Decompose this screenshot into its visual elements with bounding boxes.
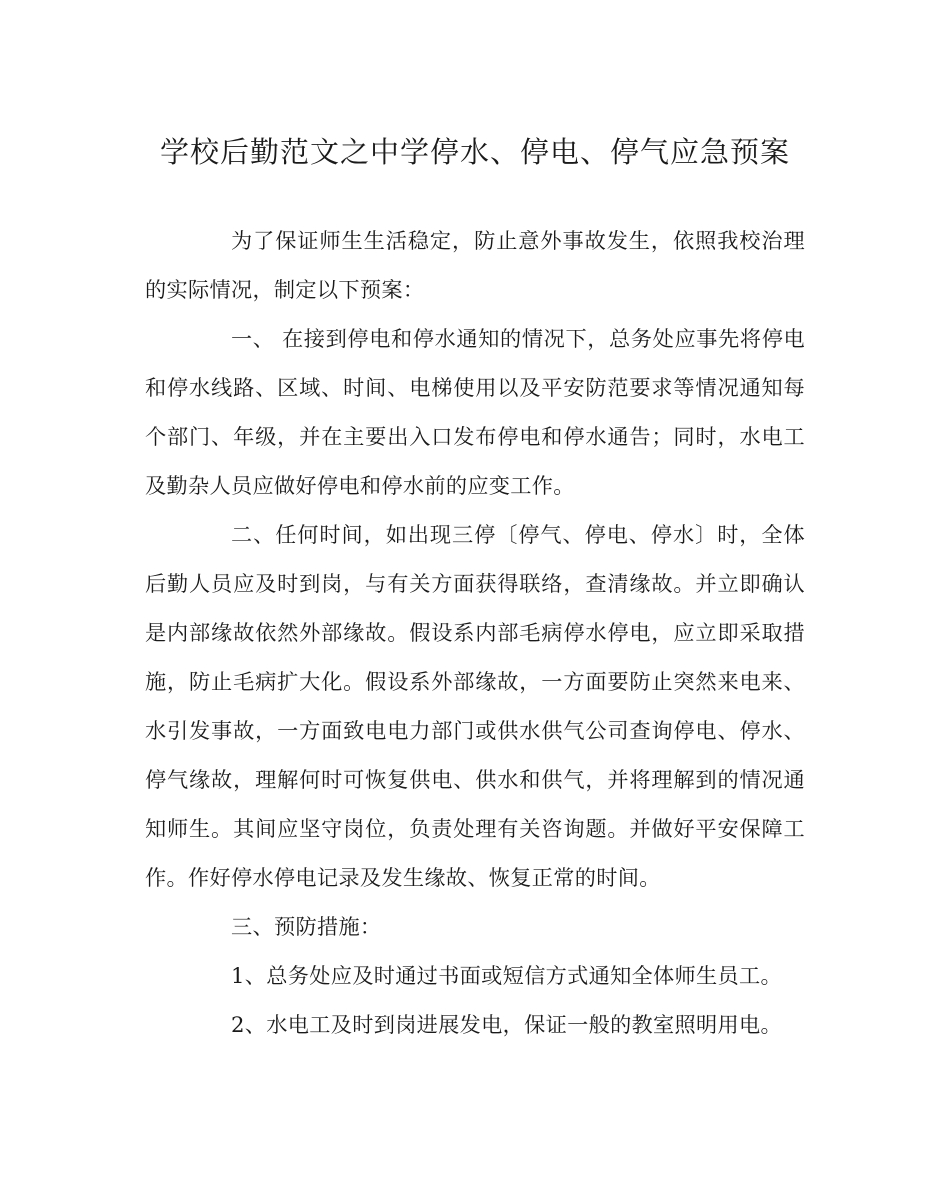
paragraph-measure-2: 2、水电工及时到岗进展发电，保证一般的教室照明用电。 (231, 1012, 782, 1037)
paragraph-section-1: 一、 在接到停电和停水通知的情况下，总务处应事先将停电和停水线路、区域、时间、电梯使用以及平安防范要求等情况通知每个部门、年级，并在主要出入口发布停电和停水通告；同时，水电工及勤杂人员应做好停电和停水前的应变工作。 (145, 326, 805, 498)
paragraph-intro: 为了保证师生生活稳定，防止意外事故发生，依照我校治理的实际情况，制定以下预案： (145, 228, 805, 302)
paragraph-measure-1: 1、总务处应及时通过书面或短信方式通知全体师生员工。 (231, 963, 782, 988)
document-title: 学校后勤范文之中学停水、停电、停气应急预案 (159, 135, 790, 169)
paragraph-section-2: 二、任何时间，如出现三停〔停气、停电、停水〕时，全体后勤人员应及时到岗，与有关方面获得联络，查清缘故。并立即确认是内部缘故依然外部缘故。假设系内部毛病停水停电，应立即采取措施，防止毛病扩大化。假设系外部缘故，一方面要防止突然来电来、水引发事故，一方面致电电力部门或供水供气公司查询停电、停水、停气缘故，理解何时可恢复供电、供水和供气，并将理解到的情况通知师生。其间应坚守岗位，负责处理有关咨询题。并做好平安保障工作。作好停水停电记录及发生缘故、恢复正常的时间。 (145, 522, 805, 890)
document-body (145, 216, 805, 1049)
paragraph-section-3-heading: 三、预防措施： (231, 914, 382, 939)
